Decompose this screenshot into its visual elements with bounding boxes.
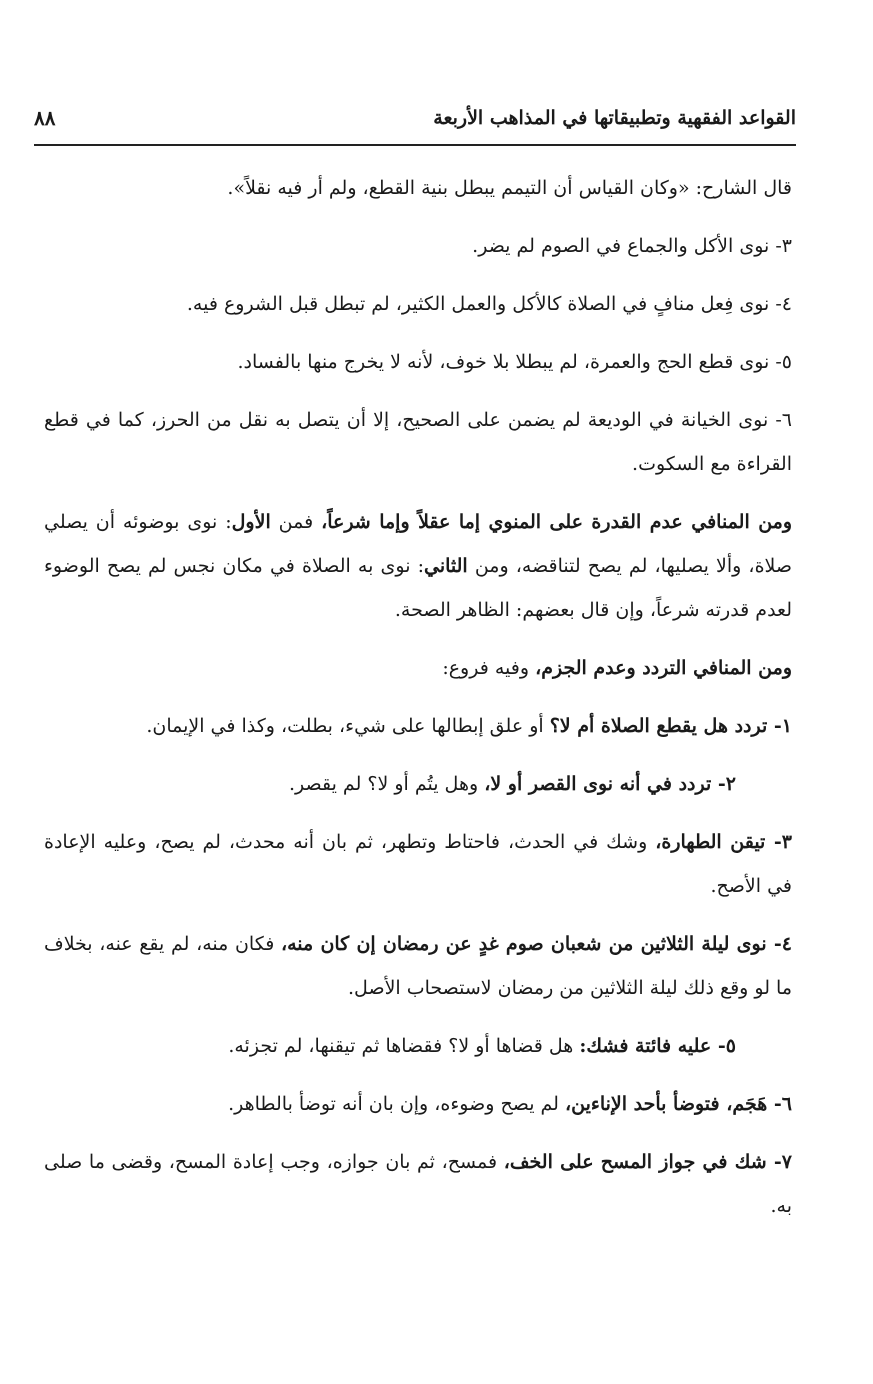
paragraph: [44, 762, 792, 806]
bold-text-run: ومن المنافي عدم القدرة على المنوي إما عقلاً وإما شرعاً،: [321, 511, 793, 533]
text-run: هل قضاها أو لا؟ فقضاها ثم تيقنها، لم تجزئه.: [228, 1035, 580, 1057]
paragraph: [44, 340, 792, 384]
paragraph: [44, 224, 792, 268]
paragraph: [44, 646, 792, 690]
text-run: وهل يتُم أو لا؟ لم يقصر.: [288, 773, 485, 795]
bold-text-run: ٤- نوى ليلة الثلاثين من شعبان صوم غدٍ عن رمضان إن كان منه،: [280, 933, 792, 955]
text-run: ٦- نوى الخيانة في الوديعة لم يضمن على الصحيح، إلا أن يتصل به نقل من الحرز، كما في قطع القراءة مع السكوت.: [44, 409, 792, 475]
header-rule: [34, 144, 796, 146]
text-run: فمن: [270, 511, 322, 533]
bold-text-run: الأول: [231, 511, 271, 533]
bold-text-run: ٢- تردد في أنه نوى القصر أو لا،: [484, 773, 736, 795]
text-run: وشك في الحدث، فاحتاط وتطهر، ثم بان أنه محدث، لم يصح، وعليه الإعادة في الأصح.: [44, 831, 792, 897]
bold-text-run: ٣- تيقن الطهارة،: [655, 831, 792, 853]
running-header: [34, 100, 796, 140]
bold-text-run: ١- تردد هل يقطع الصلاة أم لا؟: [549, 715, 792, 737]
paragraph: [44, 282, 792, 326]
bold-text-run: ٥- عليه فائتة فشك:: [579, 1035, 736, 1057]
paragraph: [44, 500, 792, 632]
text-run: ٤- نوى فِعل منافٍ في الصلاة كالأكل والعمل الكثير، لم تبطل قبل الشروع فيه.: [186, 293, 792, 315]
text-run: لم يصح وضوءه، وإن بان أنه توضأ بالطاهر.: [228, 1093, 566, 1115]
text-run: قال الشارح: «وكان القياس أن التيمم يبطل بنية القطع، ولم أر فيه نقلاً».: [227, 177, 792, 199]
paragraph: [44, 398, 792, 486]
text-run: وفيه فروع:: [442, 657, 536, 679]
text-run: أو علق إبطالها على شيء، بطلت، وكذا في الإيمان.: [146, 715, 550, 737]
paragraph: [44, 166, 792, 210]
paragraph: [44, 1082, 792, 1126]
paragraph: [44, 820, 792, 908]
paragraph: [44, 1024, 792, 1068]
bold-text-run: ٦- هَجَم، فتوضأ بأحد الإناءين،: [565, 1093, 792, 1115]
text-run: ٥- نوى قطع الحج والعمرة، لم يبطلا بلا خوف، لأنه لا يخرج منها بالفساد.: [237, 351, 792, 373]
body-text: [44, 166, 792, 1242]
bold-text-run: الثاني: [424, 555, 468, 577]
text-run: فمسح، ثم بان جوازه، وجب إعادة المسح، وقضى ما صلى به.: [44, 1151, 792, 1217]
text-run: فكان منه، لم يقع عنه، بخلاف ما لو وقع ذلك ليلة الثلاثين من رمضان لاستصحاب الأصل.: [44, 933, 792, 999]
running-title: القواعد الفقهية وتطبيقاتها في المذاهب الأربعة: [433, 107, 796, 129]
bold-text-run: ٧- شك في جواز المسح على الخف،: [503, 1151, 792, 1173]
text-run: : نوى به الصلاة في مكان نجس لم يصح الوضوء لعدم قدرته شرعاً، وإن قال بعضهم: الظاهر الصحة.: [44, 555, 792, 621]
paragraph: [44, 922, 792, 1010]
bold-text-run: ومن المنافي التردد وعدم الجزم،: [535, 657, 792, 679]
page-number: ٨٨: [34, 106, 56, 130]
text-run: : نوى بوضوئه أن يصلي صلاة، وألا يصليها، لم يصح لتناقضه، ومن: [44, 511, 792, 577]
paragraph: [44, 704, 792, 748]
text-run: ٣- نوى الأكل والجماع في الصوم لم يضر.: [472, 235, 792, 257]
paragraph: [44, 1140, 792, 1228]
